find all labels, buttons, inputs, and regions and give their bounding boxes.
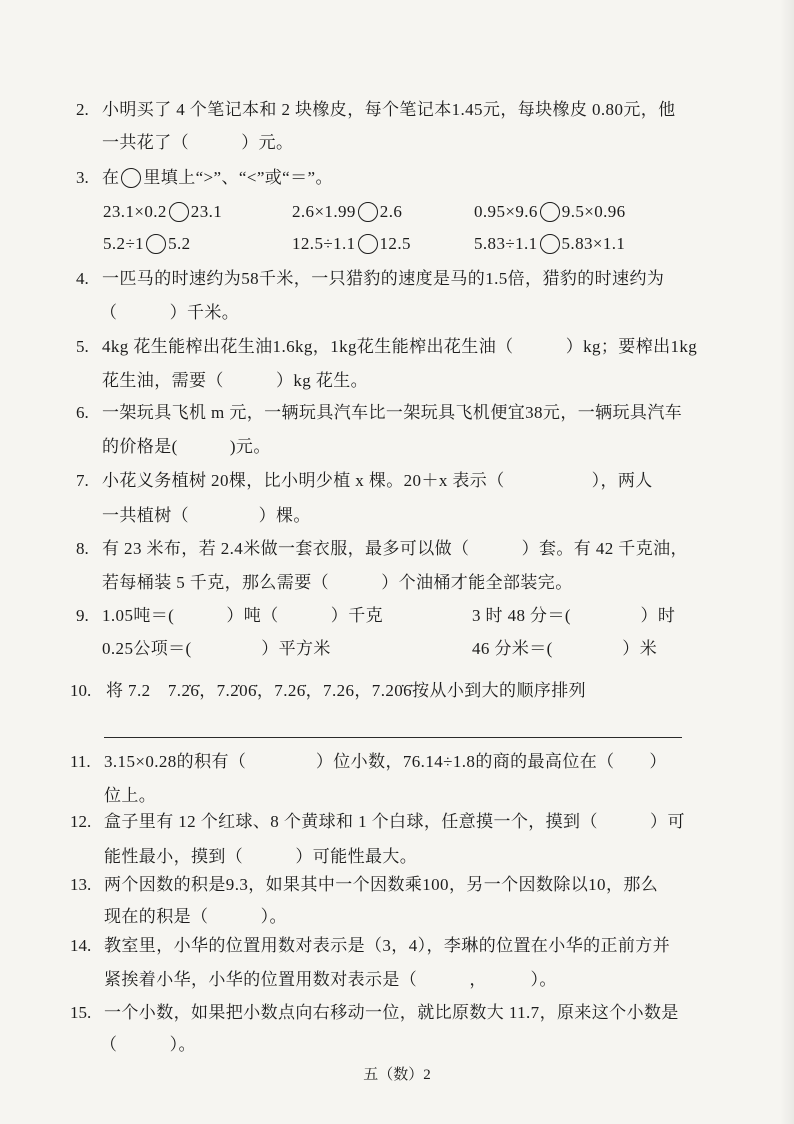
compare-circle [146,234,166,254]
question-number: 10. [70,681,92,700]
answer-line [104,737,682,738]
question-number: 3. [76,168,89,187]
prompt-before: 在 [102,168,120,187]
comparison-left: 5.83÷1.1 [474,234,538,253]
question-text: 的价格是( )元。 [102,437,271,456]
comparison-right: 5.83×1.1 [561,234,626,253]
question-text: 两个因数的积是9.3，如果其中一个因数乘100，另一个因数除以10，那么 [104,875,659,894]
compare-circle [358,234,378,254]
question-text: （ ）。 [100,1035,196,1054]
compare-circle [358,202,378,222]
comparison-item [103,202,222,222]
prompt-after: 里填上“>”、“<”或“＝”。 [143,168,333,187]
question-number: 2. [76,100,89,119]
question-text: 一共植树（ ）棵。 [102,506,311,525]
question-text: 3.15×0.28的积有（ ）位小数，76.14÷1.8的商的最高位在（ ） [104,752,667,771]
question-number: 8. [76,539,89,558]
conversion-item: 1.05吨＝( ）吨（ ）千克 [102,606,384,625]
question-number: 14. [70,936,92,955]
question-text: 现在的积是（ ）。 [104,907,287,926]
question-number: 5. [76,337,89,356]
question-text: 若每桶装 5 千克，那么需要（ ）个油桶才能全部装完。 [102,573,573,592]
question-text: 一个小数，如果把小数点向右移动一位，就比原数大 11.7，原来这个小数是 [104,1003,679,1022]
question-text: （ ）千米。 [100,303,240,322]
question-text: 一架玩具飞机 m 元，一辆玩具汽车比一架玩具飞机便宜38元，一辆玩具汽车 [102,403,683,422]
question-text: 位上。 [104,786,157,805]
question-prompt [102,168,333,188]
question-text: 小花义务植树 20棵，比小明少植 x 棵。20＋x 表示（ ），两人 [102,471,653,490]
compare-circle [540,202,560,222]
comparison-right: 2.6 [379,202,403,221]
question-number: 12. [70,812,92,831]
question-number: 13. [70,875,92,894]
question-number: 9. [76,606,89,625]
comparison-right: 9.5×0.96 [561,202,626,221]
question-number: 15. [70,1003,92,1022]
circle-icon [121,168,141,188]
question-text: 有 23 米布，若 2.4米做一套衣服，最多可以做（ ）套。有 42 千克油， [102,539,688,558]
question-number: 11. [70,752,91,771]
comparison-item [103,234,191,254]
comparison-left: 23.1×0.2 [103,202,167,221]
comparison-right: 23.1 [190,202,223,221]
question-number: 4. [76,269,89,288]
question-text: 盒子里有 12 个红球、8 个黄球和 1 个白球，任意摸一个，摸到（ ）可 [104,812,685,831]
question-text: 4kg 花生能榨出花生油1.6kg，1kg花生能榨出花生油（ ）kg；要榨出1kg [102,337,698,356]
comparison-right: 5.2 [168,234,191,253]
comparison-item [292,234,411,254]
page-footer: 五（数）2 [363,1067,431,1083]
comparison-left: 2.6×1.99 [292,202,356,221]
question-text: 教室里，小华的位置用数对表示是（3，4），李琳的位置在小华的正前方并 [104,936,671,955]
question-text: 将 7.2 7.2̇6̇，7.2̇06̇，7.26̇，7.26，7.20̇6̇按从小到大的顺序排列 [106,681,587,700]
question-text: 一匹马的时速约为58千米，一只猎豹的速度是马的1.5倍，猎豹的时速约为 [102,269,665,288]
question-number: 7. [76,471,89,490]
comparison-item [474,202,626,222]
conversion-item: 0.25公项＝( ）平方米 [102,639,331,658]
compare-circle [169,202,189,222]
comparison-right: 12.5 [379,234,411,253]
question-text: 紧挨着小华，小华的位置用数对表示是（ ， ）。 [104,970,557,989]
conversion-item: 46 分米＝( ）米 [472,639,658,658]
compare-circle [540,234,560,254]
scan-edge-shadow [780,0,794,1124]
comparison-left: 12.5÷1.1 [292,234,356,253]
question-text: 花生油，需要（ ）kg 花生。 [102,371,369,390]
comparison-left: 0.95×9.6 [474,202,538,221]
comparison-left: 5.2÷1 [103,234,145,253]
question-number: 6. [76,403,89,422]
question-text: 能性最小，摸到（ ）可能性最大。 [104,847,418,866]
comparison-item [474,234,625,254]
question-text: 一共花了（ ）元。 [102,133,294,152]
question-text: 小明买了 4 个笔记本和 2 块橡皮，每个笔记本1.45元，每块橡皮 0.80元，他 [102,100,676,119]
comparison-item [292,202,402,222]
conversion-item: 3 时 48 分＝( ）时 [472,606,676,625]
